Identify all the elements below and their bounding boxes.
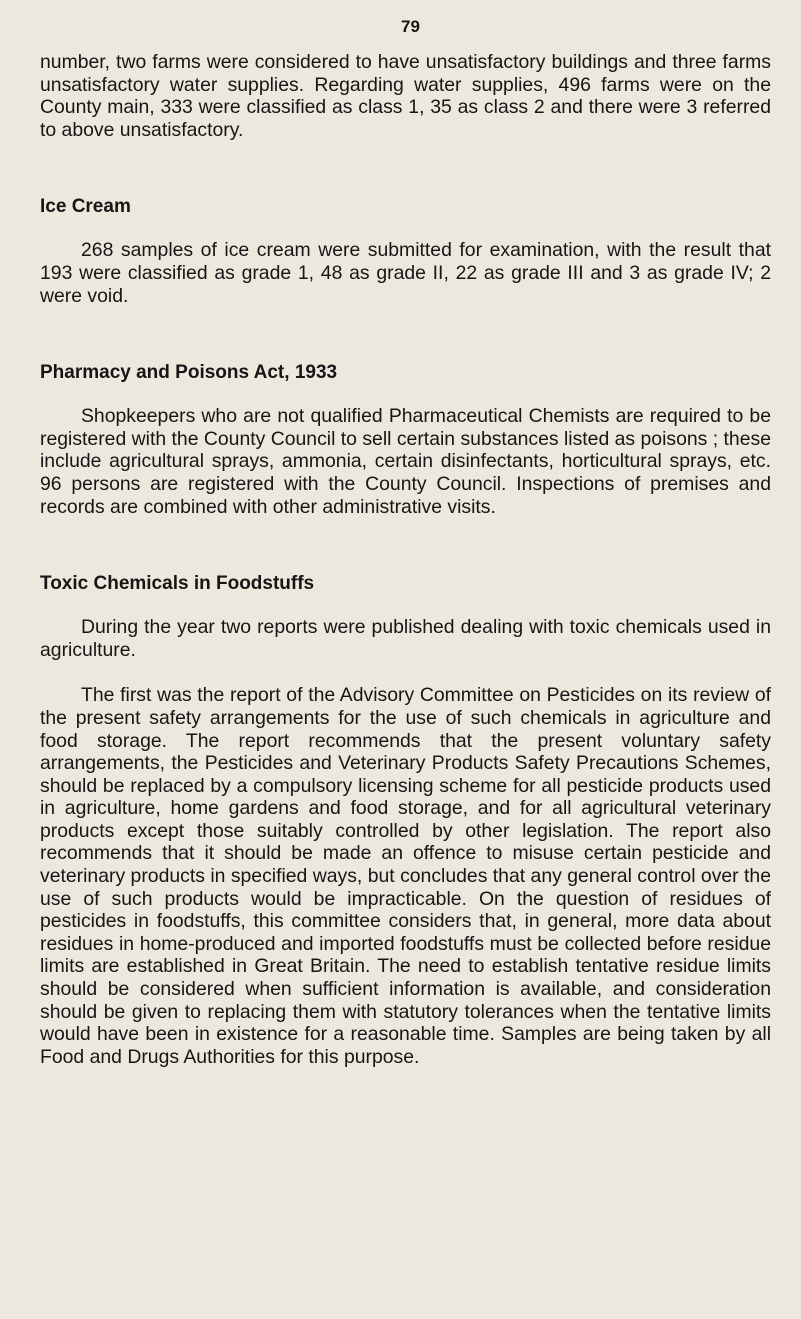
pharmacy-poisons-paragraph: Shopkeepers who are not qualified Pharmaceutical Chemists are required to be registered with the County Council to sell certain substances listed as poisons ; these include agricultural sprays, ammonia, certain disinfectants, horticultural sprays, etc. 96 persons are registered with the County Council. Inspections of premises and records are combined with other administrative visits. <box>40 405 771 518</box>
toxic-chemicals-paragraph-2: The first was the report of the Advisory Committee on Pesticides on its review of the present safety arrangements for the use of such chemicals in agriculture and food storage. The report recommends that the present voluntary safety arrangements, the Pesticides and Veterinary Products Safety Precautions Schemes, should be replaced by a compulsory licensing scheme for all pesticide products used in agriculture, home gardens and food storage, and for all agricultural veterinary products except those suitably controlled by other legislation. The report also recommends that it should be made an offence to misuse certain pesticide and veterinary products in specified ways, but concludes that any general control over the use of such products would be impracticable. On the question of residues of pesticides in foodstuffs, this committee considers that, in general, more data about residues in home-produced and imported foodstuffs must be collected before residue limits are established in Great Britain. The need to establish tentative residue limits should be considered when sufficient information is available, and consideration should be given to replacing them with statutory tolerances when the tentative limits would have been in existence for a reasonable time. Samples are being taken by all Food and Drugs Authorities for this purpose. <box>40 684 771 1068</box>
section-pharmacy-poisons <box>40 361 771 518</box>
section-heading-toxic-chemicals: Toxic Chemicals in Foodstuffs <box>40 573 315 595</box>
section-heading-ice-cream: Ice Cream <box>40 196 131 218</box>
opening-paragraph: number, two farms were considered to have unsatisfactory buildings and three farms unsatisfactory water supplies. Regarding water supplies, 496 farms were on the County main, 333 were classified as class 1, 35 as class 2 and there were 3 referred to above unsatisfactory. <box>40 51 771 141</box>
toxic-chemicals-paragraph-1: During the year two reports were published dealing with toxic chemicals used in agriculture. <box>40 616 771 661</box>
ice-cream-paragraph: 268 samples of ice cream were submitted for examination, with the result that 193 were classified as grade 1, 48 as grade II, 22 as grade III and 3 as grade IV; 2 were void. <box>40 239 771 307</box>
page-number: 79 <box>401 17 420 36</box>
section-toxic-chemicals <box>40 572 771 1068</box>
section-heading-pharmacy-poisons: Pharmacy and Poisons Act, 1933 <box>40 362 338 384</box>
section-ice-cream <box>40 195 771 307</box>
